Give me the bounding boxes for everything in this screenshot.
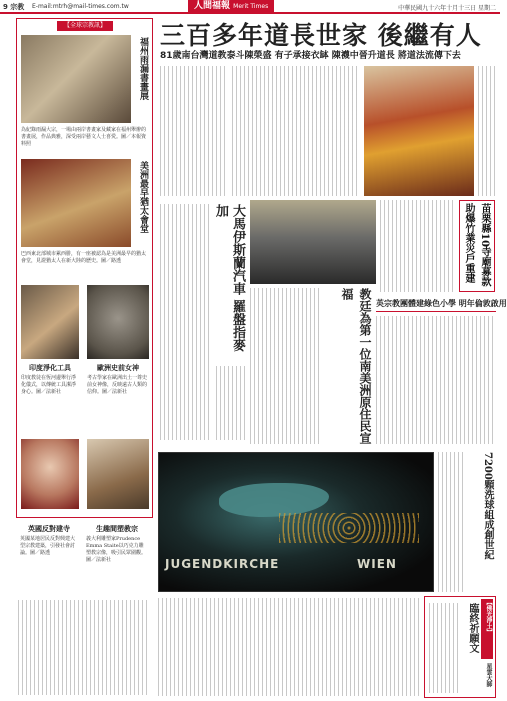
purification-photo bbox=[21, 285, 79, 359]
creation-figure bbox=[219, 483, 329, 517]
column-label: 【佛光淨土】 bbox=[481, 599, 493, 659]
page-number: 9 宗教 bbox=[3, 3, 25, 11]
exhibition-photo bbox=[21, 35, 131, 123]
main-article-text-2 bbox=[160, 66, 226, 196]
item2-caption: 巴西東北部城市累西腓，有一座被認為是美洲最早的猶太會堂，見證猶太人在新大陸的歷史。圖／路透 bbox=[21, 251, 147, 264]
sidebar-text bbox=[380, 200, 456, 292]
item1-title: 福州雨漏書畫展 bbox=[138, 37, 148, 100]
column-title: 臨終祈願文 bbox=[467, 603, 478, 653]
item1-caption: 為紀錄雨漏大宗，一場由兩岸書畫家及藏家在福州舉辦的書畫展，作品典雅，深受兩岸藝文人士喜愛。圖／本報資料照 bbox=[21, 127, 147, 147]
creation-dots bbox=[279, 513, 419, 543]
taoist-priests-photo bbox=[364, 66, 474, 196]
left-column bbox=[16, 18, 153, 518]
item3-title: 印度淨化工具 bbox=[29, 363, 71, 372]
article5-text bbox=[438, 452, 464, 592]
article2-headline: 大馬伊斯蘭汽車 羅盤指麥加 bbox=[213, 204, 245, 352]
left-bottom-text bbox=[18, 600, 150, 695]
article5-headline: 7200顆洗球組成創世紀 bbox=[482, 452, 493, 560]
banner-left: JUGENDKIRCHE bbox=[165, 557, 280, 571]
item5-caption: 英國某地居民反對興建大型宗教建築，引發社會討論。圖／路透 bbox=[20, 536, 76, 556]
masthead-en: Merit Times bbox=[233, 3, 269, 10]
item6-caption: 義大利雕塑家Prudence Emma Staite以巧克力雕塑教宗像，吸引民眾圍觀。圖／法新社 bbox=[86, 536, 147, 563]
header-email: E-mail:mtrh@mail-times.com.tw bbox=[32, 3, 129, 10]
item3-caption: 印度教徒在恆河邊舉行淨化儀式，以傳統工具潔淨身心。圖／法新社 bbox=[21, 375, 77, 395]
article4-text bbox=[376, 316, 496, 444]
synagogue-photo bbox=[21, 159, 131, 247]
group-photo bbox=[250, 200, 376, 284]
main-subheadline: 81歲南台灣道教泰斗陳榮盛 有子承接衣缽 陳襪中晉升道長 將道法流傳下去 bbox=[160, 51, 461, 61]
column-text bbox=[429, 603, 459, 693]
masthead bbox=[188, 0, 274, 12]
item2-title: 美洲最早猶太會堂 bbox=[138, 161, 148, 233]
item5-title: 英國反對建寺 bbox=[28, 524, 70, 533]
pope-sculpture-photo bbox=[87, 439, 149, 509]
section-label: 【全球宗教訊】 bbox=[57, 21, 113, 31]
column-author: 星雲大師 bbox=[485, 663, 492, 687]
article3-text bbox=[250, 288, 320, 444]
goddess-photo bbox=[87, 285, 149, 359]
masthead-title: 人間福報 bbox=[194, 1, 231, 11]
bottom-text bbox=[158, 598, 420, 696]
article3-headline: 教廷為第一位南美洲原住民宣福 bbox=[340, 288, 372, 444]
article2-text-2 bbox=[216, 366, 246, 440]
main-caption-strip bbox=[478, 66, 496, 196]
uk-photo bbox=[21, 439, 79, 509]
item4-caption: 考古學家在歐洲出土一尊史前女神像，反映遠古人類的信仰。圖／法新社 bbox=[87, 375, 148, 395]
item4-title: 歐洲史前女神 bbox=[97, 363, 139, 372]
article4-headline: 英宗教團體建綠色小學 明年倫敦啟用 bbox=[376, 298, 496, 312]
creation-image bbox=[158, 452, 434, 592]
header-date: 中華民國九十六年十月十三日 星期二 bbox=[398, 5, 496, 12]
item6-title: 生趣間塑教宗 bbox=[96, 524, 138, 533]
buddhist-column bbox=[424, 596, 496, 698]
page-header bbox=[0, 0, 500, 14]
main-article-text bbox=[232, 66, 360, 196]
article2-text bbox=[160, 204, 212, 440]
main-headline: 三百多年道長世家 後繼有人 bbox=[160, 21, 482, 50]
sidebar-headline: 苗栗縣10寺廟募款 助爆竹業災戶重建 bbox=[459, 200, 495, 292]
banner-right: WIEN bbox=[357, 557, 397, 571]
